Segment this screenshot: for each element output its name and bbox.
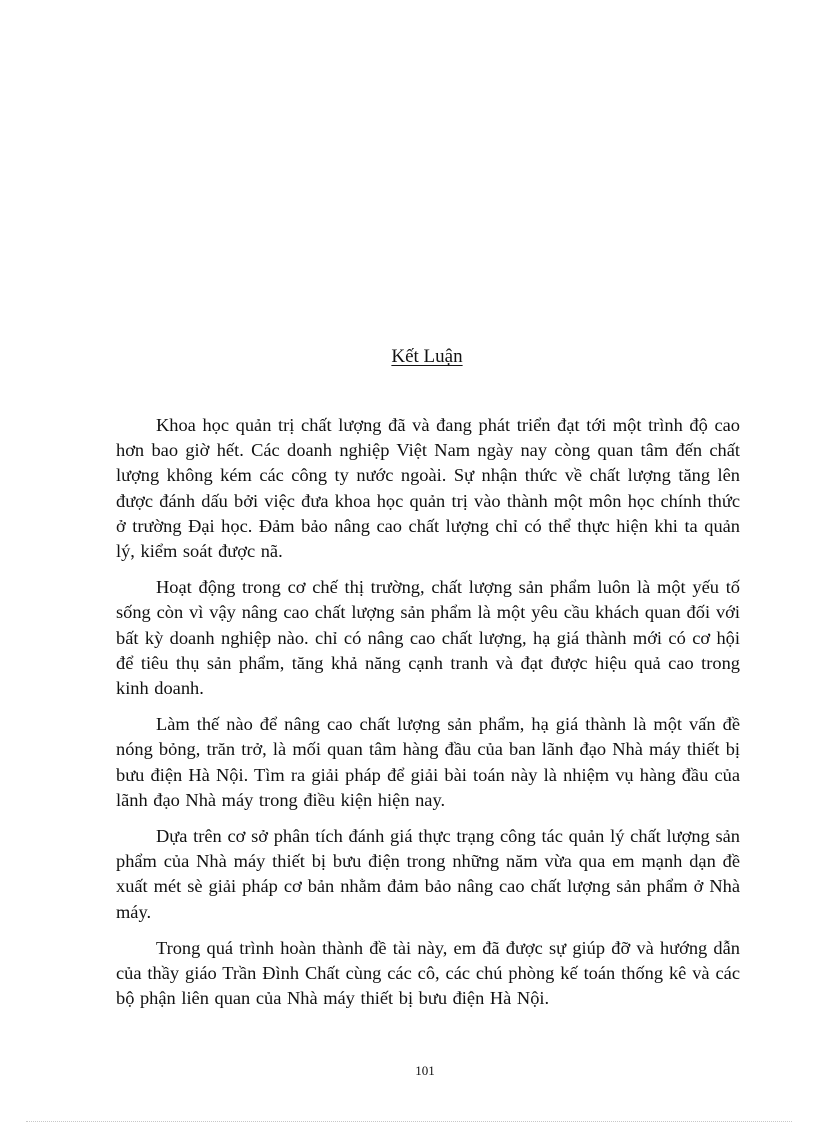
paragraph-2: Hoạt động trong cơ chế thị trường, chất lượng sản phẩm luôn là một yếu tố sống còn vì vậy nâng cao chất lượng sản phẩm là một yêu cầu khách quan đối với bất kỳ doanh nghiệp nào. chỉ có nâng cao chất lượng, hạ giá thành mới có cơ hội để tiêu thụ sản phẩm, tăng khả năng cạnh tranh và đạt được hiệu quả cao trong kinh doanh. — [116, 577, 740, 699]
paragraph-3: Làm thế nào để nâng cao chất lượng sản phẩm, hạ giá thành là một vấn đề nóng bỏng, trăn trở, là mối quan tâm hàng đầu của ban lãnh đạo Nhà máy thiết bị bưu điện Hà Nội. Tìm ra giải pháp để giải bài toán này là nhiệm vụ hàng đầu của lãnh đạo Nhà máy trong điều kiện hiện nay. — [116, 714, 740, 810]
paragraph-5: Trong quá trình hoàn thành đề tài này, em đã được sự giúp đỡ và hướng dẫn của thầy giáo Trần Đình Chất cùng các cô, các chú phòng kế toán thống kê và các bộ phận liên quan của Nhà máy thiết bị bưu điện Hà Nội. — [116, 937, 740, 1009]
page-bottom-divider — [26, 1121, 792, 1122]
page-title: Kết Luận — [391, 346, 463, 367]
page-number: 101 — [415, 1063, 435, 1078]
paragraph-1: Khoa học quản trị chất lượng đã và đang phát triển đạt tới một trình độ cao hơn bao giờ hết. Các doanh nghiệp Việt Nam ngày nay còng quan tâm đến chất lượng không kém các công ty nước ngoài. Sự nhận thức về chất lượng tăng lên được đánh dấu bởi việc đưa khoa học quản trị vào thành một môn học chính thức ở trường Đại học. Đảm bảo nâng cao chất lượng chỉ có thể thực hiện khi ta quản lý, kiểm soát được nã. — [116, 415, 740, 562]
body-text — [116, 413, 740, 1022]
paragraph-4: Dựa trên cơ sở phân tích đánh giá thực trạng công tác quản lý chất lượng sản phẩm của Nhà máy thiết bị bưu điện trong những năm vừa qua em mạnh dạn đề xuất mét sè giải pháp cơ bản nhằm đảm bảo nâng cao chất lượng sản phẩm ở Nhà máy. — [116, 826, 740, 922]
